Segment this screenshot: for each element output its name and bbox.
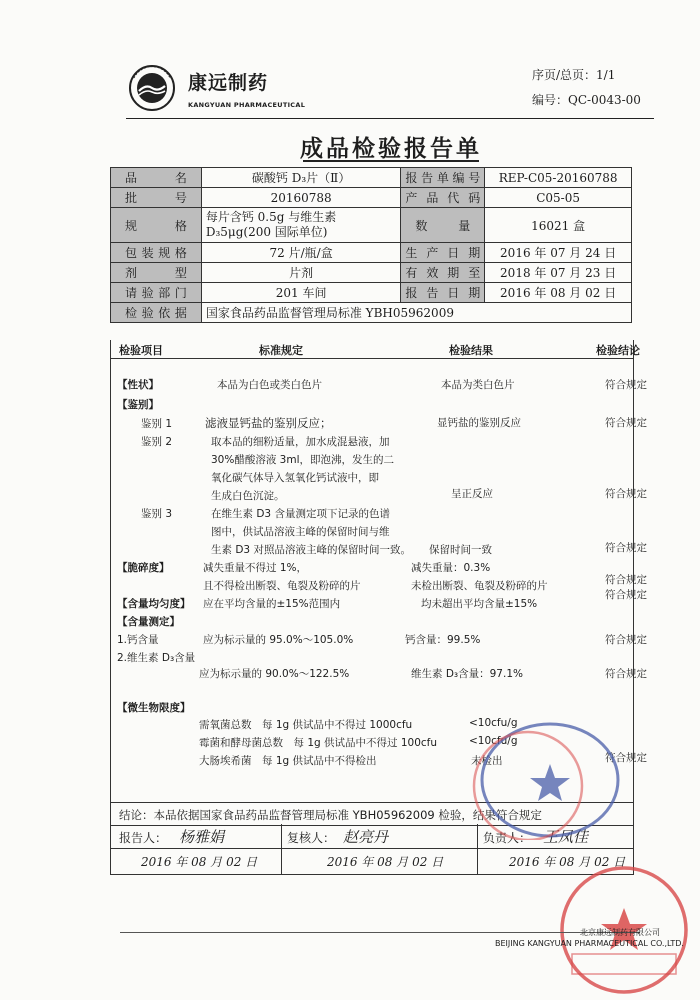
col-standard-header: 标准规定 bbox=[259, 344, 303, 357]
dosage-form-value: 片剂 bbox=[201, 263, 401, 283]
responsible-signature: 王凤佳 bbox=[543, 828, 589, 846]
ident2-standard-line4: 生成白色沉淀。 bbox=[211, 490, 285, 502]
ident3-item: 鉴别 3 bbox=[141, 508, 173, 520]
report-no-value: REP-C05-20160788 bbox=[485, 168, 632, 188]
company-name-cn: 康远制药 bbox=[188, 72, 269, 94]
basis-value: 国家食品药品监督管理局标准 YBH05962009 bbox=[201, 303, 631, 323]
calcium-item: 1.钙含量 bbox=[117, 634, 159, 646]
friability-conclusion-1: 符合规定 bbox=[605, 574, 647, 586]
mfg-date-label: 生产日期 bbox=[401, 243, 485, 263]
header-divider bbox=[126, 118, 654, 119]
assay-heading: 【含量测定】 bbox=[117, 616, 180, 628]
col-result-header: 检验结果 bbox=[449, 344, 493, 357]
dosage-form-label: 剂 型 bbox=[111, 263, 202, 283]
spec-label: 规 格 bbox=[111, 208, 202, 243]
microbial-ecoli-standard: 大肠埃希菌 每 1g 供试品中不得检出 bbox=[199, 755, 377, 767]
quantity-value: 16021 盒 bbox=[485, 208, 632, 243]
product-code-value: C05-05 bbox=[485, 188, 632, 208]
footer-company-en: BEIJING KANGYUAN PHARMACEUTICAL CO.,LTD. bbox=[495, 939, 684, 948]
microbial-ecoli-result: 未检出 bbox=[471, 755, 503, 767]
appearance-result: 本品为类白色片 bbox=[441, 379, 515, 391]
ident1-standard: 滤液显钙盐的鉴别反应； bbox=[205, 416, 332, 430]
ident3-standard-line2: 图中，供试品溶液主峰的保留时间与维 bbox=[211, 526, 390, 538]
ident1-item: 鉴别 1 bbox=[141, 418, 173, 430]
expiry-value: 2018 年 07 月 23 日 bbox=[485, 263, 632, 283]
microbial-aerobic-result: <10cfu/g bbox=[469, 717, 518, 729]
vitamin-d3-item: 2.维生素 D₃含量 bbox=[117, 652, 196, 664]
appearance-item: 【性状】 bbox=[117, 379, 159, 391]
package-value: 72 片/瓶/盒 bbox=[201, 243, 401, 263]
appearance-conclusion: 符合规定 bbox=[605, 379, 647, 391]
basis-label: 检验依据 bbox=[111, 303, 202, 323]
ident2-conclusion: 符合规定 bbox=[605, 488, 647, 500]
footer-company-cn: 北京康远制药有限公司 bbox=[580, 928, 660, 937]
vitamin-d3-conclusion: 符合规定 bbox=[605, 668, 647, 680]
footer-divider bbox=[120, 932, 640, 933]
batch-value: 20160788 bbox=[201, 188, 401, 208]
vitamin-d3-result: 维生素 D₃含量：97.1% bbox=[411, 668, 523, 680]
report-no-label: 报告单编号 bbox=[401, 168, 485, 188]
friability-standard-line1: 减失重量不得过 1%， bbox=[203, 562, 307, 574]
conclusion-text: 结论：本品依据国家食品药品监督管理局标准 YBH05962009 检验，结果符合规定 bbox=[119, 808, 542, 822]
department-value: 201 车间 bbox=[201, 283, 401, 303]
microbial-mold-standard: 霉菌和酵母菌总数 每 1g 供试品中不得过 100cfu bbox=[199, 737, 438, 749]
reporter-signature: 杨雅娟 bbox=[179, 828, 225, 846]
title-underline bbox=[303, 160, 479, 162]
batch-label: 批 号 bbox=[111, 188, 202, 208]
vitamin-d3-standard: 应为标示量的 90.0%～122.5% bbox=[199, 668, 350, 680]
page-number: 序页/总页：1/1 bbox=[532, 68, 616, 82]
reviewer-label: 复核人： bbox=[287, 831, 336, 845]
friability-result-line2: 未检出断裂、龟裂及粉碎的片 bbox=[411, 580, 548, 592]
responsible-date: 2016 年 08 月 02 日 bbox=[509, 855, 626, 869]
report-date-label: 报告日期 bbox=[401, 283, 485, 303]
mfg-date-value: 2016 年 07 月 24 日 bbox=[485, 243, 632, 263]
col-conclusion-header: 检验结论 bbox=[596, 344, 640, 357]
ident3-result: 保留时间一致 bbox=[429, 544, 492, 556]
ident2-standard-line2: 30%醋酸溶液 3ml，即泡沸，发生的二 bbox=[211, 454, 395, 466]
page-title: 成品检验报告单 bbox=[300, 136, 482, 162]
uniformity-item: 【含量均匀度】 bbox=[117, 598, 191, 610]
ident2-standard-line3: 氧化碳气体导入氢氧化钙试液中，即 bbox=[211, 472, 379, 484]
company-seal-stamp bbox=[458, 716, 628, 840]
ident1-conclusion: 符合规定 bbox=[605, 417, 647, 429]
company-name-en: KANGYUAN PHARMACEUTICAL bbox=[188, 101, 306, 109]
uniformity-standard: 应在平均含量的±15%范围内 bbox=[203, 598, 341, 610]
product-info-table bbox=[110, 167, 632, 323]
reporter-label: 报告人： bbox=[119, 831, 168, 845]
company-logo-icon bbox=[128, 64, 176, 112]
expiry-label: 有效期至 bbox=[401, 263, 485, 283]
identification-heading: 【鉴别】 bbox=[117, 399, 159, 411]
ident1-result: 显钙盐的鉴别反应 bbox=[437, 417, 521, 429]
friability-item: 【脆碎度】 bbox=[117, 562, 170, 574]
friability-conclusion-2: 符合规定 bbox=[605, 589, 647, 601]
ident2-standard-line1: 取本品的细粉适量，加水成混悬液，加 bbox=[211, 436, 390, 448]
appearance-standard: 本品为白色或类白色片 bbox=[217, 379, 322, 391]
friability-result-line1: 减失重量：0.3% bbox=[411, 562, 491, 574]
responsible-label: 负责人： bbox=[483, 831, 532, 845]
report-date-value: 2016 年 08 月 02 日 bbox=[485, 283, 632, 303]
calcium-result: 钙含量：99.5% bbox=[405, 634, 481, 646]
microbial-mold-result: <10cfu/g bbox=[469, 735, 518, 747]
calcium-standard: 应为标示量的 95.0%～105.0% bbox=[203, 634, 354, 646]
col-item-header: 检验项目 bbox=[119, 344, 163, 357]
column-header-divider bbox=[111, 358, 633, 359]
department-label: 请验部门 bbox=[111, 283, 202, 303]
reviewer-signature: 赵亮丹 bbox=[343, 828, 389, 846]
calcium-conclusion: 符合规定 bbox=[605, 634, 647, 646]
spec-value: 每片含钙 0.5g 与维生素 D₃5μg(200 国际单位) bbox=[201, 208, 401, 243]
ident2-result: 呈正反应 bbox=[451, 488, 493, 500]
microbial-heading: 【微生物限度】 bbox=[117, 702, 191, 714]
ident3-standard-line1: 在维生素 D3 含量测定项下记录的色谱 bbox=[211, 508, 390, 520]
product-code-label: 产品代码 bbox=[401, 188, 485, 208]
reporter-date: 2016 年 08 月 02 日 bbox=[141, 855, 258, 869]
product-name-value: 碳酸钙 D₃片（Ⅱ） bbox=[201, 168, 401, 188]
microbial-conclusion: 符合规定 bbox=[605, 752, 647, 764]
package-label: 包装规格 bbox=[111, 243, 202, 263]
microbial-aerobic-standard: 需氧菌总数 每 1g 供试品中不得过 1000cfu bbox=[199, 719, 413, 731]
uniformity-result: 均未超出平均含量±15% bbox=[421, 598, 538, 610]
product-name-label: 品 名 bbox=[111, 168, 202, 188]
ident2-item: 鉴别 2 bbox=[141, 436, 173, 448]
quantity-label: 数 量 bbox=[401, 208, 485, 243]
reviewer-date: 2016 年 08 月 02 日 bbox=[327, 855, 444, 869]
ident3-conclusion: 符合规定 bbox=[605, 542, 647, 554]
ident3-standard-line3: 生素 D3 对照品溶液主峰的保留时间一致。 bbox=[211, 544, 411, 556]
document-number: 编号：QC-0043-00 bbox=[532, 93, 641, 107]
friability-standard-line2: 且不得检出断裂、龟裂及粉碎的片 bbox=[203, 580, 361, 592]
